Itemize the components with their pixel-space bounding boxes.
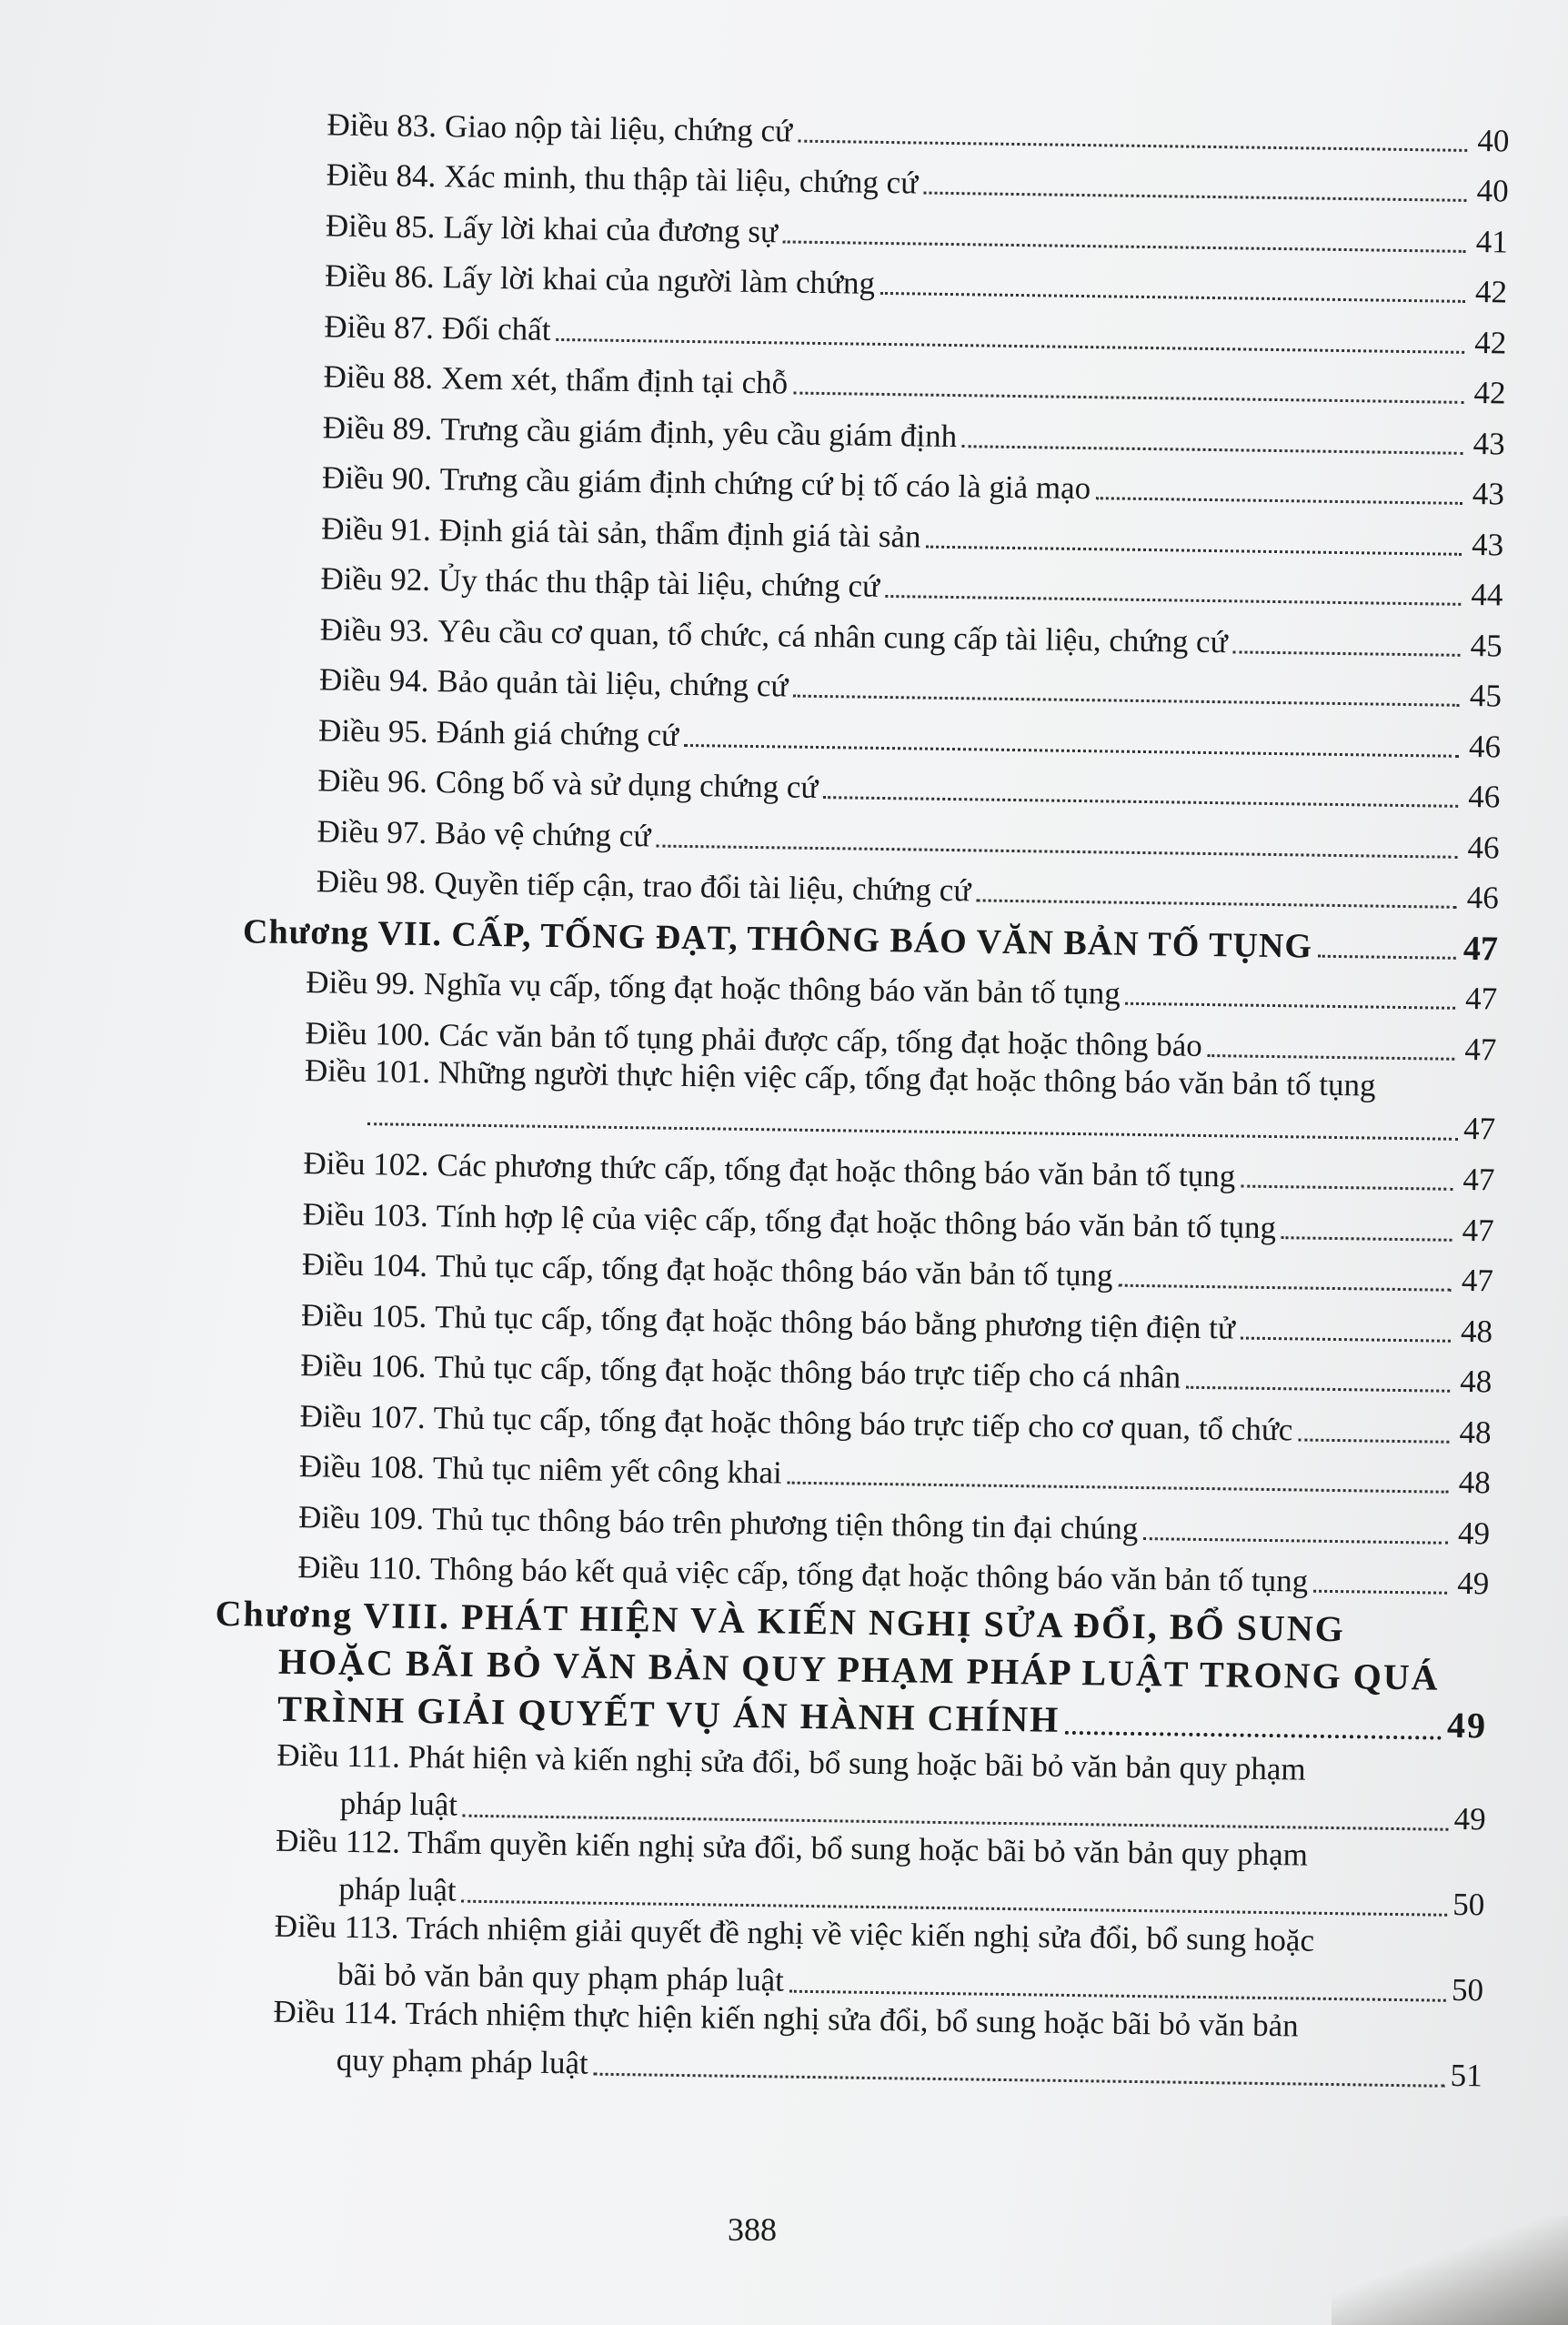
page-ref: 40 [1476, 173, 1509, 209]
dot-leader [823, 796, 1458, 808]
dot-leader [793, 392, 1463, 404]
article-number: Điều 100. [305, 1014, 431, 1052]
entry-title-continuation: bãi bỏ văn bản quy phạm pháp luật [337, 1956, 785, 1998]
article-number: Điều 99. [306, 964, 417, 1001]
page-ref: 42 [1473, 375, 1506, 411]
entry-title: Điều 101. Những người thực hiện việc cấp, tống đạt hoặc thông báo văn bản tố tụng [304, 1052, 1376, 1103]
article-number: Điều 104. [301, 1246, 428, 1284]
article-number: Điều 109. [297, 1498, 425, 1536]
entry-title-continuation: quy phạm pháp luật [336, 2041, 589, 2081]
page-ref: 47 [1461, 1262, 1494, 1299]
chapter-title-line-2: HOẶC BÃI BỎ VĂN BẢN QUY PHẠM PHÁP LUẬT TRONG QUÁ [277, 1640, 1440, 1698]
entry-title: Đối chất [441, 309, 551, 347]
dot-leader [1232, 650, 1460, 656]
page-ref: 42 [1474, 274, 1508, 310]
page-ref: 47 [1464, 1031, 1497, 1067]
entry-title: Thủ tục cấp, tống đạt hoặc thông báo bằng phương tiện điện tử [434, 1298, 1236, 1345]
entry-title: Đánh giá chứng cứ [436, 713, 679, 753]
entry-title-continuation: pháp luật [339, 1785, 458, 1823]
dot-leader [1186, 1386, 1450, 1393]
page-ref: 47 [1462, 929, 1499, 968]
page-ref: 51 [1450, 2057, 1483, 2094]
entry-title: Trưng cầu giám định, yêu cầu giám định [440, 410, 958, 454]
article-number: Điều 85. [325, 206, 436, 245]
page-ref: 43 [1472, 476, 1505, 512]
dot-leader [923, 192, 1466, 202]
table-of-contents [209, 91, 1510, 2095]
page-ref: 49 [1457, 1515, 1491, 1551]
article-number: Điều 92. [320, 560, 431, 599]
entry-title: Xem xét, thẩm định tại chỗ [440, 360, 789, 401]
entry-title: Lấy lời khai của đương sự [443, 208, 779, 249]
entry-title: Điều 111. Phát hiện và kiến nghị sửa đổi, bổ sung hoặc bãi bỏ văn bản quy phạm [276, 1736, 1306, 1787]
article-number: Điều 105. [300, 1296, 427, 1334]
entry-title: Quyền tiếp cận, trao đổi tài liệu, chứng cứ [434, 865, 971, 909]
entry-title: Giao nộp tài liệu, chứng cứ [444, 107, 793, 149]
page-ref: 47 [1462, 1110, 1496, 1146]
page-ref: 49 [1453, 1800, 1486, 1837]
article-number: Điều 86. [324, 257, 435, 296]
entry-title: Tính hợp lệ của việc cấp, tống đạt hoặc thông báo văn bản tố tụng [436, 1197, 1277, 1245]
chapter-title-line-3: TRÌNH GIẢI QUYẾT VỤ ÁN HÀNH CHÍNH [276, 1687, 1060, 1740]
article-number: Điều 87. [324, 307, 435, 346]
article-number: Điều 84. [326, 156, 437, 195]
dot-leader [793, 695, 1460, 707]
entry-title: Điều 112. Thẩm quyền kiến nghị sửa đổi, bổ sung hoặc bãi bỏ văn bản quy phạm [275, 1822, 1309, 1873]
article-number: Điều 102. [303, 1145, 429, 1183]
article-number: Điều 90. [321, 459, 432, 498]
dot-leader [788, 1482, 1449, 1494]
article-number: Điều 91. [321, 509, 432, 548]
dot-leader [1318, 954, 1456, 959]
page-shadow [1332, 2216, 1568, 2325]
article-number: Điều 89. [322, 408, 433, 447]
entry-title: Thủ tục thông báo trên phương tiện thông tin đại chúng [431, 1500, 1139, 1546]
article-number: Điều 106. [300, 1347, 427, 1385]
article-number: Điều 97. [317, 812, 427, 850]
page-ref: 46 [1467, 829, 1500, 865]
dot-leader [962, 445, 1463, 455]
article-number: Điều 108. [298, 1448, 426, 1486]
article-number: Điều 95. [317, 711, 429, 750]
entry-title: Thủ tục niêm yết công khai [432, 1450, 783, 1491]
page-ref: 49 [1456, 1565, 1490, 1602]
article-number: Điều 88. [323, 358, 434, 397]
toc-chapter-8 [214, 1590, 1489, 1750]
entry-title: Các phương thức cấp, tống đạt hoặc thông báo văn bản tố tụng [437, 1147, 1236, 1194]
page-ref: 46 [1468, 778, 1501, 815]
dot-leader [1208, 1054, 1455, 1061]
toc-entry-wrapped [209, 1992, 1483, 2096]
article-number: Điều 107. [299, 1397, 426, 1435]
article-number: Điều 98. [316, 863, 427, 901]
page-ref: 45 [1470, 627, 1503, 663]
page-ref: 41 [1475, 223, 1509, 260]
entry-title: Định giá tài sản, thẩm định giá tài sản [438, 511, 921, 555]
page-ref: 47 [1462, 1161, 1495, 1198]
chapter-title-line-1: Chương VIII. PHÁT HIỆN VÀ KIẾN NGHỊ SỬA ĐỔI, BỔ SUNG [215, 1592, 1346, 1650]
dot-leader [1126, 1002, 1456, 1010]
article-number: Điều 110. [297, 1549, 423, 1587]
entry-title: Yêu cầu cơ quan, tổ chức, cá nhân cung cấp tài liệu, chứng cứ [437, 612, 1228, 659]
entry-title: Lấy lời khai của người làm chứng [442, 259, 876, 301]
dot-leader [1298, 1438, 1449, 1443]
article-number: Điều 83. [327, 106, 437, 144]
entry-title-continuation: pháp luật [338, 1870, 457, 1908]
page-ref: 45 [1469, 677, 1503, 714]
dot-leader [976, 899, 1456, 908]
dot-leader [594, 2073, 1445, 2088]
page-number: 388 [728, 2211, 777, 2248]
page-ref: 40 [1477, 122, 1510, 159]
page-ref: 42 [1474, 324, 1507, 361]
page-ref: 50 [1452, 1886, 1485, 1923]
entry-title: Thông báo kết quả việc cấp, tống đạt hoặc thông báo văn bản tố tụng [429, 1551, 1309, 1599]
page-ref: 49 [1446, 1704, 1488, 1746]
dot-leader [885, 595, 1461, 606]
dot-leader [783, 240, 1466, 252]
page-ref: 44 [1471, 577, 1503, 613]
entry-title: Thủ tục cấp, tống đạt hoặc thông báo văn bản tố tụng [435, 1248, 1113, 1293]
page-ref: 47 [1462, 1212, 1494, 1248]
entry-title: Bảo quản tài liệu, chứng cứ [437, 663, 789, 704]
dot-leader [789, 1990, 1446, 2002]
entry-title: Các văn bản tố tụng phải được cấp, tống đạt hoặc thông báo [438, 1016, 1203, 1063]
page-ref: 47 [1464, 980, 1498, 1017]
dot-leader [1241, 1336, 1451, 1342]
entry-title: Thủ tục cấp, tống đạt hoặc thông báo trực tiếp cho cơ quan, tổ chức [433, 1399, 1293, 1447]
entry-title: Xác minh, thu thập tài liệu, chứng cứ [443, 158, 919, 201]
dot-leader [1096, 497, 1462, 505]
page-ref: 48 [1460, 1363, 1493, 1400]
page-ref: 46 [1468, 728, 1502, 764]
page-ref: 48 [1458, 1464, 1492, 1501]
page-ref: 43 [1473, 425, 1505, 462]
dot-leader [926, 545, 1462, 555]
dot-leader [1143, 1537, 1448, 1545]
entry-title: Bảo vệ chứng cứ [434, 814, 651, 853]
article-number: Điều 96. [317, 762, 428, 800]
dot-leader [1118, 1284, 1451, 1292]
entry-title: Trưng cầu giám định chứng cứ bị tố cáo là giả mạo [439, 461, 1091, 507]
dot-leader [880, 292, 1465, 303]
entry-title: Thủ tục cấp, tống đạt hoặc thông báo trực tiếp cho cá nhân [434, 1349, 1181, 1395]
dot-leader [1241, 1185, 1452, 1191]
article-number: Điều 93. [319, 610, 430, 649]
page-ref: 46 [1466, 879, 1500, 916]
page-ref: 48 [1460, 1313, 1493, 1349]
dot-leader [798, 139, 1467, 151]
chapter-title: Chương VII. CẤP, TỐNG ĐẠT, THÔNG BÁO VĂN BẢN TỐ TỤNG [242, 911, 1313, 966]
page-ref: 50 [1451, 1971, 1484, 2008]
dot-leader [1065, 1731, 1442, 1740]
entry-title: Điều 114. Trách nhiệm thực hiện kiến nghị sửa đổi, bổ sung hoặc bãi bỏ văn bản [273, 1993, 1300, 2044]
article-number: Điều 103. [302, 1195, 429, 1233]
entry-title: Điều 113. Trách nhiệm giải quyết đề nghị về việc kiến nghị sửa đổi, bổ sung hoặc [274, 1907, 1315, 1958]
entry-title: Ủy thác thu thập tài liệu, chứng cứ [437, 562, 880, 604]
dot-leader [1313, 1590, 1447, 1595]
page-ref: 48 [1459, 1414, 1492, 1450]
article-number: Điều 94. [318, 661, 429, 700]
dot-leader [1282, 1236, 1452, 1242]
entry-title: Công bố và sử dụng chứng cứ [435, 764, 819, 806]
entry-title: Nghĩa vụ cấp, tống đạt hoặc thông báo văn bản tố tụng [423, 965, 1121, 1012]
page-ref: 43 [1471, 526, 1504, 562]
